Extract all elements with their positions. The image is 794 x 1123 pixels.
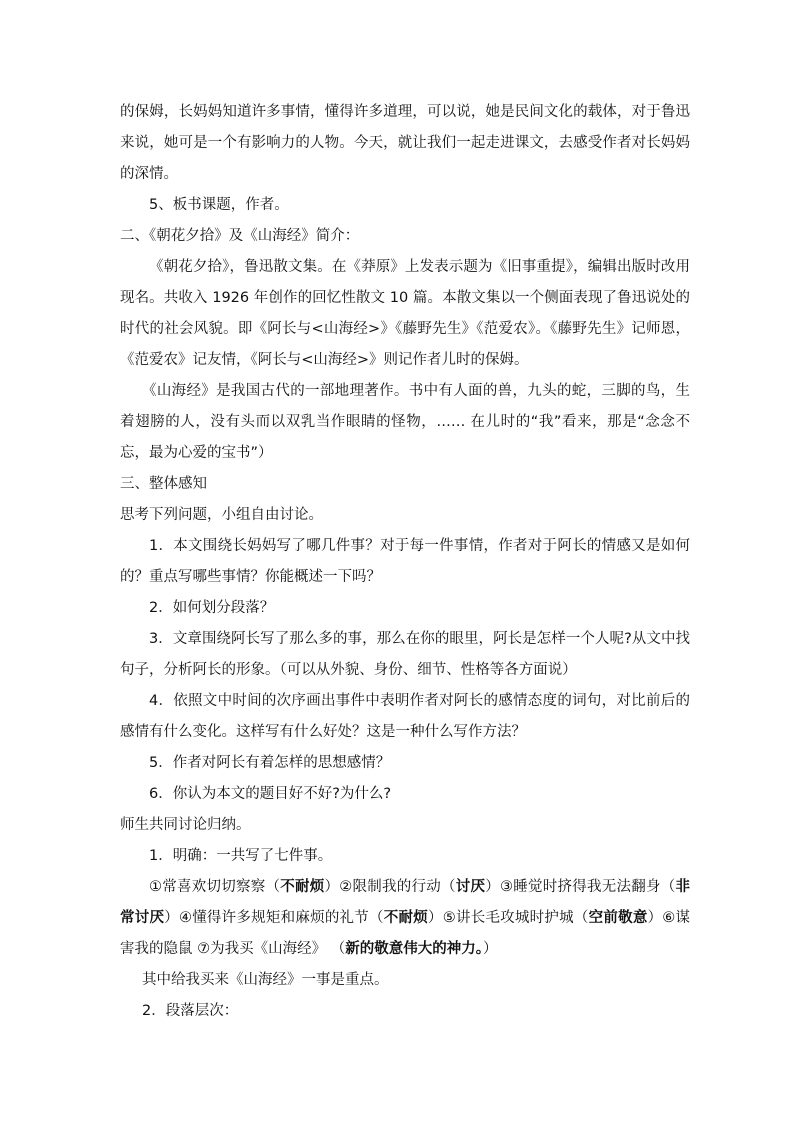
event-5-emotion: 空前敬意 <box>588 910 648 926</box>
event-2: ）②限制我的行动（ <box>324 879 456 895</box>
event-close: ） <box>482 941 498 957</box>
event-7-emotion: 新的敬意伟大的神力。 <box>345 941 483 957</box>
paragraph-step5: 5、板书课题，作者。 <box>149 197 289 213</box>
paragraph-summary: 师生共同讨论归纳。 <box>120 817 251 833</box>
paragraph-think-prompt: 思考下列问题，小组自由讨论。 <box>120 507 323 523</box>
section-2-heading: 二、《朝花夕拾》及《山海经》简介： <box>120 228 360 244</box>
answer-2: 2．段落层次： <box>142 1003 239 1019</box>
events-list <box>120 872 690 965</box>
answer-1: 1．明确：一共写了七件事。 <box>149 848 333 864</box>
event-5: ）⑤讲长毛攻城时护城（ <box>428 910 589 926</box>
paragraph-zhaohua-intro: 《朝花夕拾》，鲁迅散文集。在《莽原》上发表示题为《旧事重提》，编辑出版时改用现名。共收入 1926 年创作的回忆性散文 10 篇。本散文集以一个侧面表现了鲁迅说处的时代的社会风貌。即《阿长与<山海经>》《藤野先生》《范爱农》。《藤野先生》记师恩，《范爱农》记友情，《阿长与<山海经>》则记作者儿时的保姆。 <box>120 259 690 368</box>
paragraph-shanhaijing-intro: 《山海经》是我国古代的一部地理著作。书中有人面的兽，九头的蛇，三脚的鸟，生着翅膀的人，没有头而以双乳当作眼睛的怪物，…… 在儿时的“我”看来，那是“念念不忘，最为心爱的宝书”） <box>120 383 690 461</box>
question-4: 4．依照文中时间的次序画出事件中表明作者对阿长的感情态度的词句，对比前后的感情有什么变化。这样写有什么好处？这是一种什么写作方法？ <box>120 693 690 740</box>
question-3: 3．文章围绕阿长写了那么多的事，那么在你的眼里，阿长是怎样一个人呢?从文中找句子，分析阿长的形象。（可以从外貌、身份、细节、性格等各方面说） <box>120 631 690 678</box>
event-3-emotion: 非常讨厌 <box>120 879 690 926</box>
paragraph-intro-continued: 的保姆，长妈妈知道许多事情，懂得许多道理，可以说，她是民间文化的载体，对于鲁迅来说，她可是一个有影响力的人物。今天，就让我们一起走进课文，去感受作者对长妈妈的深情。 <box>120 104 690 182</box>
question-1: 1．本文围绕长妈妈写了哪几件事？对于每一件事情，作者对于阿长的情感又是如何的？重点写哪些事情？你能概述一下吗？ <box>120 538 690 585</box>
event-1: ①常喜欢切切察察（ <box>149 879 281 895</box>
event-1-emotion: 不耐烦 <box>280 879 325 895</box>
event-2-emotion: 讨厌 <box>455 879 486 895</box>
question-6: 6．你认为本文的题目好不好?为什么? <box>149 786 392 802</box>
event-3: ）③睡觉时挤得我无法翻身（ <box>485 879 676 895</box>
question-2: 2．如何划分段落？ <box>149 600 275 616</box>
section-3-heading: 三、整体感知 <box>120 476 207 492</box>
event-4: ）④懂得许多规矩和麻烦的礼节（ <box>164 910 384 926</box>
paragraph-focus: 其中给我买来《山海经》一事是重点。 <box>142 972 389 988</box>
question-5: 5．作者对阿长有着怎样的思想感情？ <box>149 755 391 771</box>
event-4-emotion: 不耐烦 <box>383 910 428 926</box>
event-6-7: ）⑥谋害我的隐鼠 ⑦为我买《山海经》 （ <box>120 910 691 957</box>
